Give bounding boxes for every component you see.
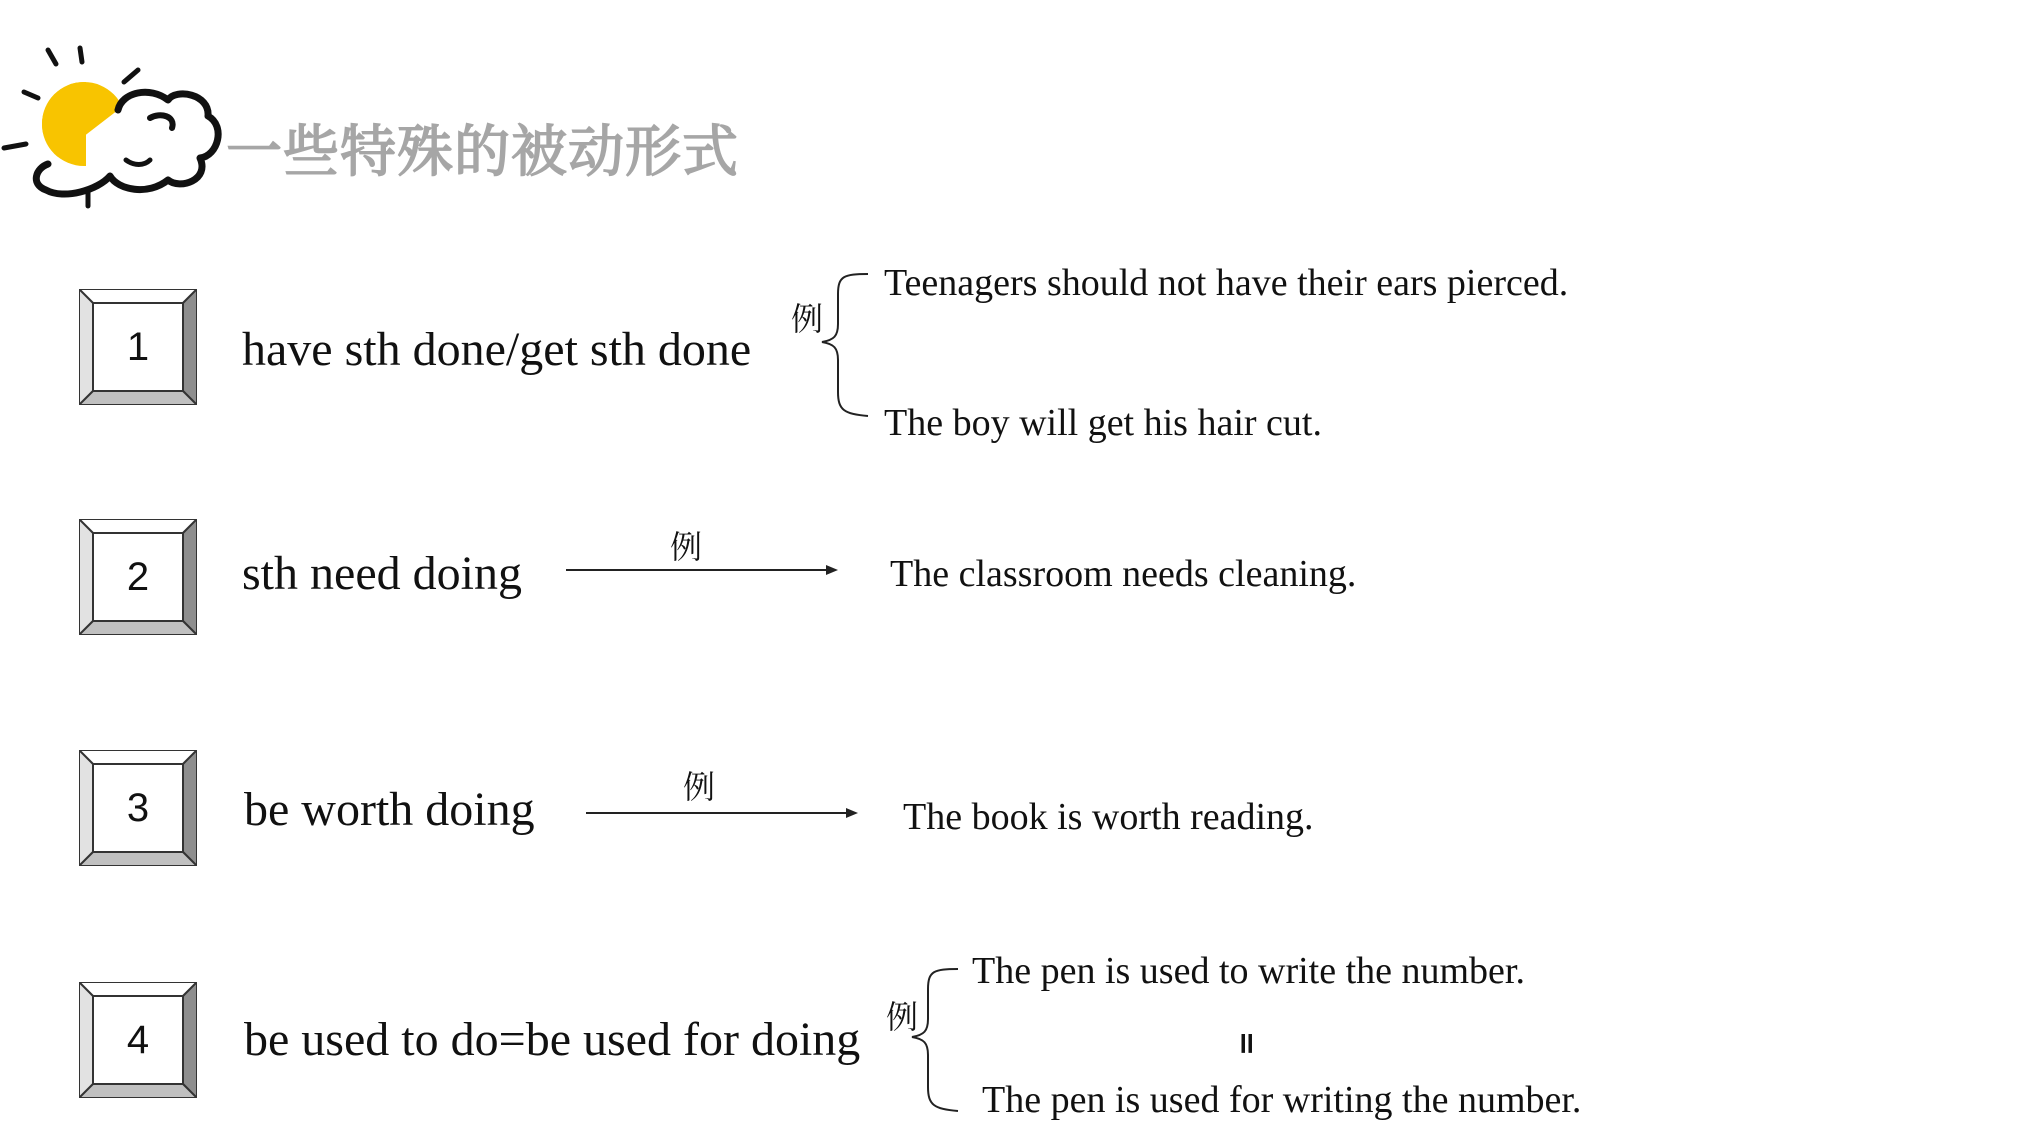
left-brace xyxy=(790,270,870,420)
right-arrow-icon xyxy=(582,803,862,823)
sun-cloud-icon xyxy=(0,40,225,210)
item-number-badge xyxy=(79,982,197,1098)
example-label: 例 xyxy=(683,769,716,805)
example-label: 例 xyxy=(886,999,919,1035)
equals-sign: = xyxy=(1229,1030,1265,1057)
item-number-badge xyxy=(79,519,197,635)
example-sentence: Teenagers should not have their ears pierced. xyxy=(884,262,1569,304)
example-label: 例 xyxy=(791,301,824,337)
example-sentence: The pen is used to write the number. xyxy=(972,950,1525,992)
item-number: 3 xyxy=(126,785,150,830)
rule-text-1: have sth done/get sth done xyxy=(242,323,752,376)
rule-text-2: sth need doing xyxy=(242,547,522,600)
rule-text-3: be worth doing xyxy=(244,783,535,836)
item-number-badge xyxy=(79,289,197,405)
item-number-badge xyxy=(79,750,197,866)
item-number: 2 xyxy=(126,554,150,599)
right-arrow-icon xyxy=(562,560,842,580)
example-sentence: The classroom needs cleaning. xyxy=(890,553,1357,595)
rule-text-4: be used to do=be used for doing xyxy=(244,1013,861,1066)
item-number: 4 xyxy=(126,1017,150,1062)
example-sentence: The boy will get his hair cut. xyxy=(884,402,1322,444)
example-sentence: The book is worth reading. xyxy=(903,796,1314,838)
example-sentence: The pen is used for writing the number. xyxy=(982,1079,1582,1121)
example-label: 例 xyxy=(670,529,703,565)
left-brace xyxy=(880,965,960,1115)
item-number: 1 xyxy=(126,324,150,369)
page-title: 一些特殊的被动形式 xyxy=(226,120,739,185)
